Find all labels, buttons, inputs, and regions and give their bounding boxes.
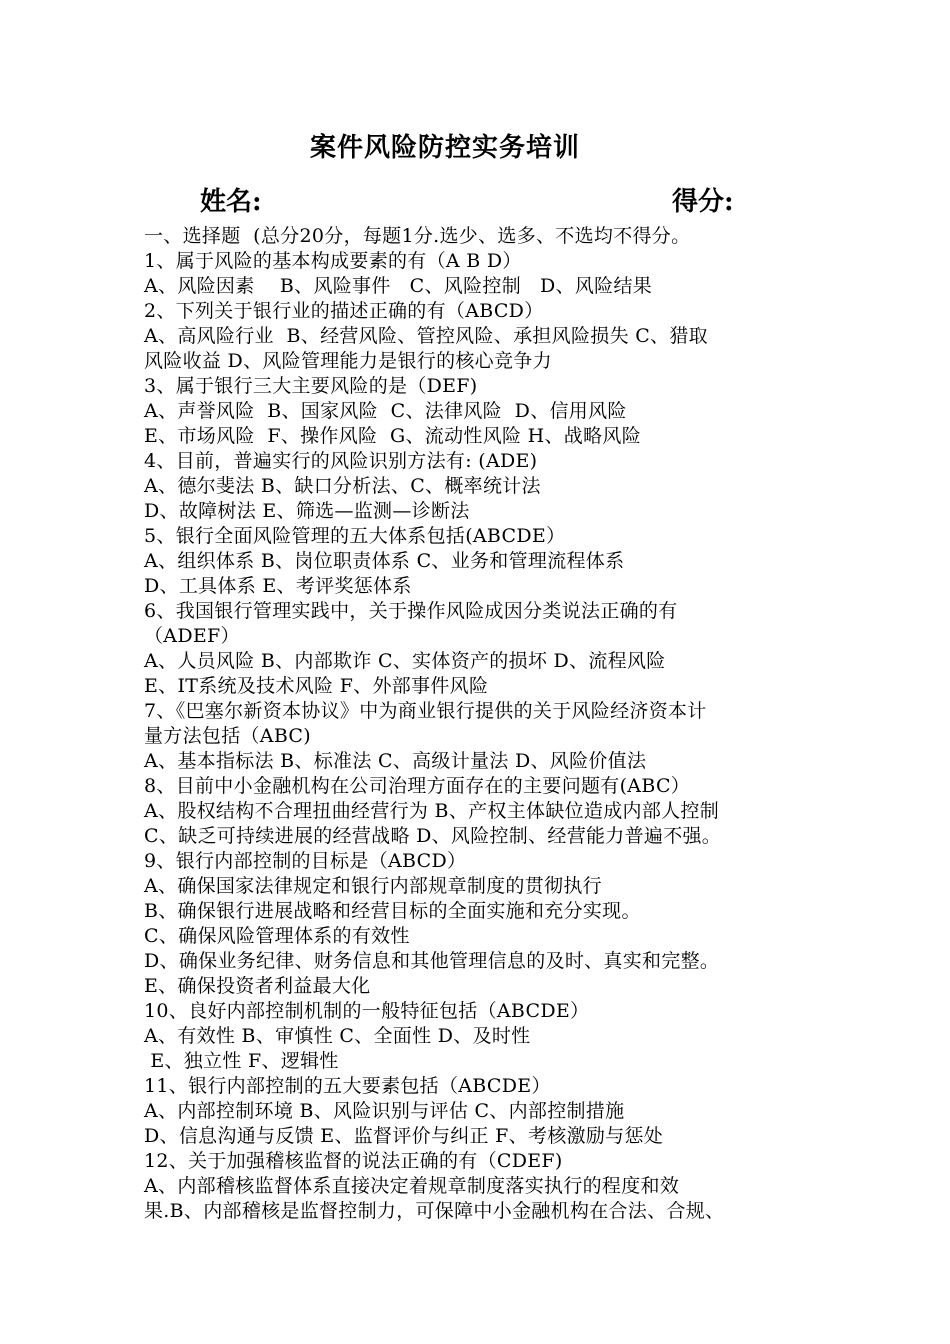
text-line: C、确保风险管理体系的有效性: [144, 925, 410, 947]
text-line: 1、属于风险的基本构成要素的有（A B D）: [144, 250, 522, 272]
score-label: 得分:: [672, 187, 734, 217]
text-line: 9、银行内部控制的目标是（ABCD）: [144, 850, 467, 872]
text-line: 7、《巴塞尔新资本协议》中为商业银行提供的关于风险经济资本计: [144, 700, 707, 722]
text-line: E、确保投资者利益最大化: [144, 975, 371, 997]
text-line: A、内部稽核监督体系直接决定着规章制度落实执行的程度和效: [144, 1175, 680, 1197]
text-line: E、市场风险 F、操作风险 G、流动性风险 H、战略风险: [144, 425, 641, 447]
text-line: A、基本指标法 B、标准法 C、高级计量法 D、风险价值法: [144, 750, 647, 772]
text-line: 6、我国银行管理实践中，关于操作风险成因分类说法正确的有: [144, 600, 678, 622]
text-line: D、确保业务纪律、财务信息和其他管理信息的及时、真实和完整。: [144, 950, 720, 972]
text-line: 11、银行内部控制的五大要素包括（ABCDE）: [144, 1075, 551, 1097]
text-line: D、信息沟通与反馈 E、监督评价与纠正 F、考核激励与惩处: [144, 1125, 664, 1147]
text-line: A、有效性 B、审慎性 C、全面性 D、及时性: [144, 1025, 531, 1047]
text-line: A、风险因素 B、风险事件 C、风险控制 D、风险结果: [144, 275, 653, 297]
text-line: A、高风险行业 B、经营风险、管控风险、承担风险损失 C、猎取: [144, 325, 708, 347]
text-line: D、故障树法 E、筛选—监测—诊断法: [144, 500, 470, 522]
text-line: 12、关于加强稽核监督的说法正确的有（CDEF): [144, 1150, 563, 1172]
text-line: B、确保银行进展战略和经营目标的全面实施和充分实现。: [144, 900, 641, 922]
text-line: 果.B、内部稽核是监督控制力，可保障中小金融机构在合法、合规、: [144, 1200, 725, 1222]
text-line: 2、下列关于银行业的描述正确的有（ABCD）: [144, 300, 544, 322]
text-line: 10、良好内部控制机制的一般特征包括（ABCDE）: [144, 1000, 590, 1022]
text-line: 8、目前中小金融机构在公司治理方面存在的主要问题有(ABC）: [144, 775, 691, 797]
text-line: A、股权结构不合理扭曲经营行为 B、产权主体缺位造成内部人控制: [144, 800, 720, 822]
text-line: 5、银行全面风险管理的五大体系包括(ABCDE）: [144, 525, 566, 547]
text-line: E、IT系统及技术风险 F、外部事件风险: [144, 675, 489, 697]
text-line: 量方法包括（ABC): [144, 725, 311, 747]
text-line: 风险收益 D、风险管理能力是银行的核心竞争力: [144, 350, 552, 372]
text-line: （ADEF）: [144, 625, 240, 647]
question-body: [144, 224, 824, 1224]
text-line: A、组织体系 B、岗位职责体系 C、业务和管理流程体系: [144, 550, 625, 572]
text-line: A、声誉风险 B、国家风险 C、法律风险 D、信用风险: [144, 400, 627, 422]
text-line: D、工具体系 E、考评奖惩体系: [144, 575, 412, 597]
name-label: 姓名:: [200, 187, 262, 217]
text-line: E、独立性 F、逻辑性: [144, 1050, 339, 1072]
text-line: 3、属于银行三大主要风险的是（DEF): [144, 375, 478, 397]
text-line: A、内部控制环境 B、风险识别与评估 C、内部控制措施: [144, 1100, 625, 1122]
text-line: 4、目前，普遍实行的风险识别方法有: (ADE): [144, 450, 538, 472]
text-line: A、德尔斐法 B、缺口分析法、C、概率统计法: [144, 475, 541, 497]
document-title: 案件风险防控实务培训: [309, 133, 580, 163]
text-line: A、人员风险 B、内部欺诈 C、实体资产的损坏 D、流程风险: [144, 650, 666, 672]
text-line: C、缺乏可持续进展的经营战略 D、风险控制、经营能力普遍不强。: [144, 825, 722, 847]
text-line: 一、选择题 (总分20分，每题1分.选少、选多、不选均不得分。: [144, 225, 691, 247]
text-line: A、确保国家法律规定和银行内部规章制度的贯彻执行: [144, 875, 602, 897]
